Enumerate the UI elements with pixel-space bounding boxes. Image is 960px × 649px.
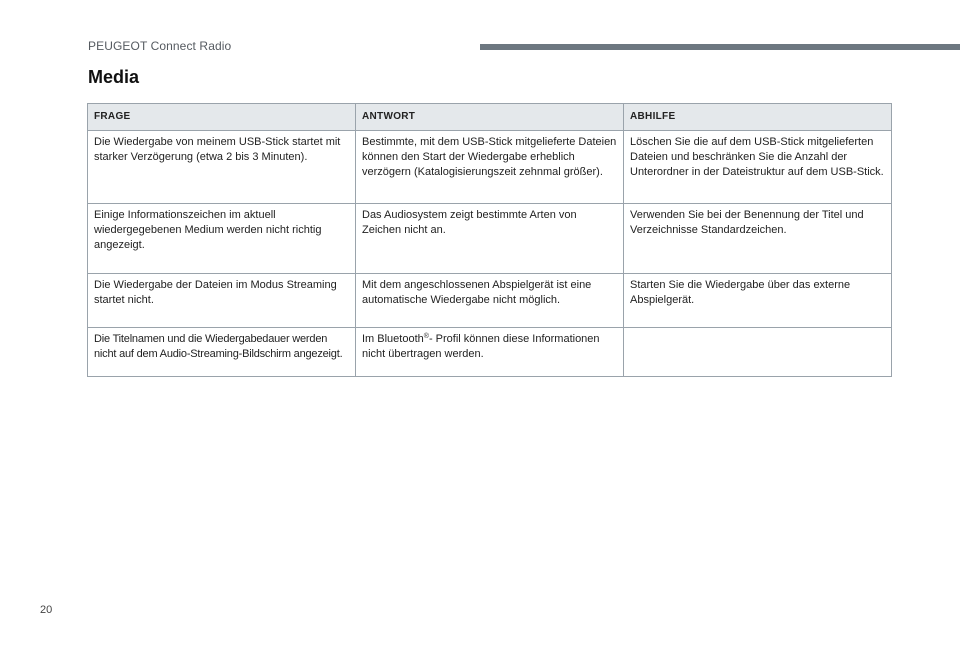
cell-frage: Die Titelnamen und die Wiedergabedauer werden nicht auf dem Audio-Streaming-Bildschirm angezeigt. [88, 328, 356, 377]
cell-abhilfe: Starten Sie die Wiedergabe über das externe Abspielgerät. [624, 274, 892, 328]
cell-antwort: Mit dem angeschlossenen Abspielgerät ist eine automatische Wiedergabe nicht möglich. [356, 274, 624, 328]
registered-mark: ® [423, 333, 429, 340]
table-row [88, 274, 892, 328]
table-row [88, 131, 892, 204]
cell-abhilfe [624, 328, 892, 377]
column-header-antwort: ANTWORT [356, 104, 624, 131]
cell-antwort-pre: Im Bluetooth [362, 333, 424, 345]
table-row [88, 204, 892, 274]
header-title: PEUGEOT Connect Radio [88, 39, 232, 53]
table-row [88, 328, 892, 377]
cell-frage: Die Wiedergabe von meinem USB-Stick startet mit starker Verzögerung (etwa 2 bis 3 Minuten). [88, 131, 356, 204]
page-number: 20 [40, 604, 53, 616]
cell-frage: Die Wiedergabe der Dateien im Modus Streaming startet nicht. [88, 274, 356, 328]
table-header-row [88, 104, 892, 131]
faq-table [87, 103, 892, 377]
column-header-frage: FRAGE [88, 104, 356, 131]
header-bar [480, 44, 960, 50]
column-header-abhilfe: ABHILFE [624, 104, 892, 131]
cell-abhilfe: Verwenden Sie bei der Benennung der Titel und Verzeichnisse Standardzeichen. [624, 204, 892, 274]
cell-frage: Einige Informationszeichen im aktuell wiedergegebenen Medium werden nicht richtig angezeigt. [88, 204, 356, 274]
cell-antwort: Bestimmte, mit dem USB-Stick mitgelieferte Dateien können den Start der Wiedergabe erheblich verzögern (Katalogisierungszeit zehnmal größer). [356, 131, 624, 204]
section-title: Media [88, 67, 140, 87]
cell-abhilfe: Löschen Sie die auf dem USB-Stick mitgelieferten Dateien und beschränken Sie die Anzahl der Unterordner in der Dateistruktur auf dem USB-Stick. [624, 131, 892, 204]
cell-antwort-post: - Profil können diese Informationen nicht übertragen werden. [362, 333, 600, 360]
cell-antwort [356, 328, 624, 377]
cell-antwort: Das Audiosystem zeigt bestimmte Arten von Zeichen nicht an. [356, 204, 624, 274]
